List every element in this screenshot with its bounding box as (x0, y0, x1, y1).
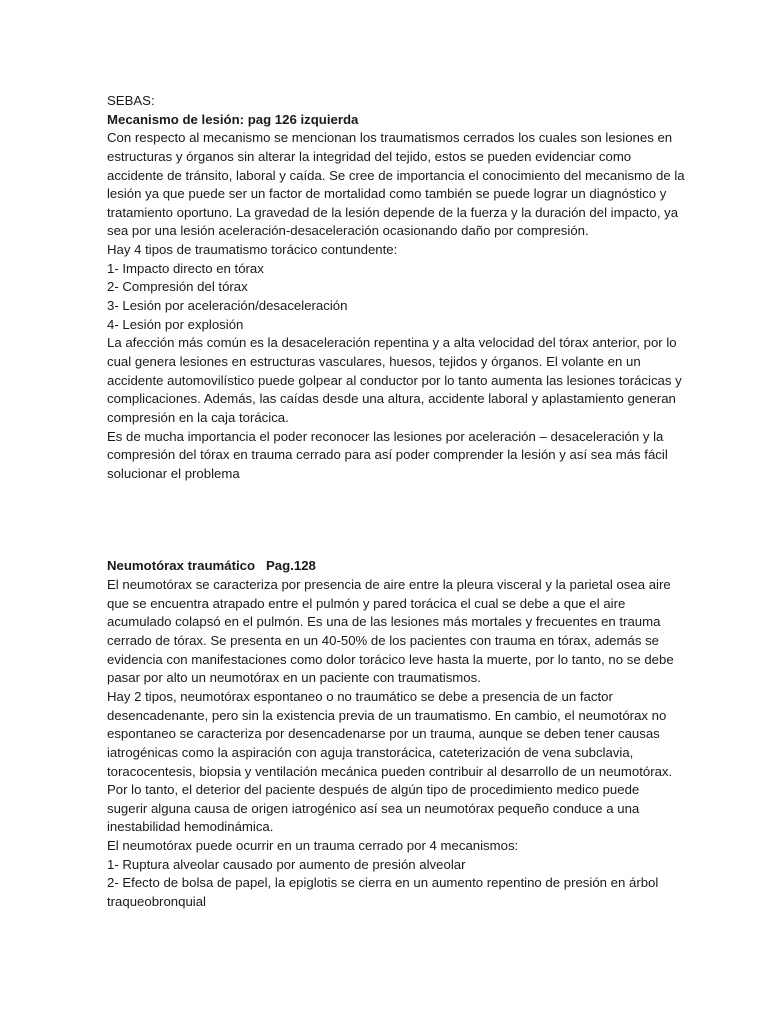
paragraph (107, 334, 682, 427)
document-page (107, 92, 685, 912)
paragraph (107, 129, 685, 241)
mechanisms-list (107, 856, 663, 912)
text-line: cual genera lesiones en estructuras vasculares, huesos, tejidos y órganos. El volante en un (107, 353, 641, 369)
text-line: iatrogénicas como la aspiración con aguja transtorácica, cateterización de vena subclavia, (107, 744, 634, 760)
paragraph (107, 688, 673, 837)
text-line: sugerir alguna causa de origen iatrogénico así sea un neumotórax pequeño conduce a una (107, 800, 640, 816)
list-item: traqueobronquial (107, 893, 206, 909)
section-spacer (107, 483, 663, 557)
section-neumotorax (107, 557, 674, 911)
text-line: lesión ya que puede ser un factor de mortalidad como también se puede lograr un diagnóstico y (107, 186, 667, 202)
text-line: desencadenante, pero sin la existencia previa de un traumatismo. En cambio, el neumotórax no (107, 707, 667, 723)
paragraph (107, 576, 674, 688)
paragraph (107, 428, 668, 484)
text-line: pasar por alto un neumotórax en un paciente con traumatismos. (107, 670, 481, 686)
text-line: Es de mucha importancia el poder reconocer las lesiones por aceleración – desaceleración y la (107, 428, 664, 444)
text-line: La afección más común es la desaceleración repentina y a alta velocidad del tórax anterior, por lo (107, 335, 677, 351)
text-line: compresión del tórax en trauma cerrado para así poder comprender la lesión y así sea más fácil (107, 447, 668, 463)
text-line: inestabilidad hemodinámica. (107, 819, 274, 835)
author-label: SEBAS: (107, 93, 155, 108)
text-line: que se encuentra atrapado entre el pulmón y pared torácica el cual se debe a que el aire (107, 595, 626, 611)
section-heading: Neumotórax traumático Pag.128 (107, 558, 316, 574)
list-item: 1- Ruptura alveolar causado por aumento de presión alveolar (107, 856, 466, 872)
text-line: toracocentesis, biopsia y ventilación mecánica pueden contribuir al desarrollo de un neumotórax. (107, 763, 673, 779)
text-line: accidente de tránsito, laboral y caída. Se cree de importancia el conocimiento del mecanismo de la (107, 167, 685, 183)
text-line: solucionar el problema (107, 465, 240, 481)
text-line: acumulado colapsó en el pulmón. Es una de las lesiones más mortales y frecuentes en trauma (107, 614, 661, 630)
list-item: 1- Impacto directo en tórax (107, 260, 264, 276)
text-line: estructuras y órganos sin alterar la integridad del tejido, estos se pueden evidenciar como (107, 148, 632, 164)
text-line: tratamiento oportuno. La gravedad de la lesión depende de la fuerza y la duración del impacto, ya (107, 204, 679, 220)
text-line: Por lo tanto, el deterior del paciente después de algún tipo de procedimiento medico puede (107, 782, 640, 798)
text-line: compresión en la caja torácica. (107, 409, 289, 425)
text-line: cerrado de tórax. Se presenta en un 40-50% de los pacientes con trauma en tórax, además se (107, 633, 660, 649)
section-heading: Mecanismo de lesión: pag 126 izquierda (107, 111, 359, 127)
list-item: 4- Lesión por explosión (107, 316, 244, 332)
types-list (107, 260, 663, 335)
text-line: evidencia con manifestaciones como dolor torácico leve hasta la muerte, por lo tanto, no se debe (107, 651, 674, 667)
list-intro: Hay 4 tipos de traumatismo torácico contundente: (107, 242, 398, 258)
text-line: accidente automovilístico puede golpear al conductor por lo tanto aumenta las lesiones torácicas y (107, 372, 682, 388)
list-item: 2- Efecto de bolsa de papel, la epiglotis se cierra en un aumento repentino de presión en árbol (107, 875, 659, 891)
text-line: Hay 2 tipos, neumotórax espontaneo o no traumático se debe a presencia de un factor (107, 688, 613, 704)
text-line: Con respecto al mecanismo se mencionan los traumatismos cerrados los cuales son lesiones en (107, 130, 673, 146)
text-line: complicaciones. Además, las caídas desde una altura, accidente laboral y aplastamiento generan (107, 391, 676, 407)
text-line: espontaneo se caracteriza por desencadenarse por un trauma, aunque se deben tener causas (107, 726, 660, 742)
text-line: El neumotórax se caracteriza por presencia de aire entre la pleura visceral y la parietal osea aire (107, 577, 671, 593)
list-intro: El neumotórax puede ocurrir en un trauma cerrado por 4 mecanismos: (107, 838, 519, 854)
section-mecanismo-lesion (107, 92, 685, 483)
list-item: 2- Compresión del tórax (107, 279, 248, 295)
text-line: sea por una lesión aceleración-desaceleración ocasionando daño por compresión. (107, 223, 589, 239)
list-item: 3- Lesión por aceleración/desaceleración (107, 298, 348, 314)
